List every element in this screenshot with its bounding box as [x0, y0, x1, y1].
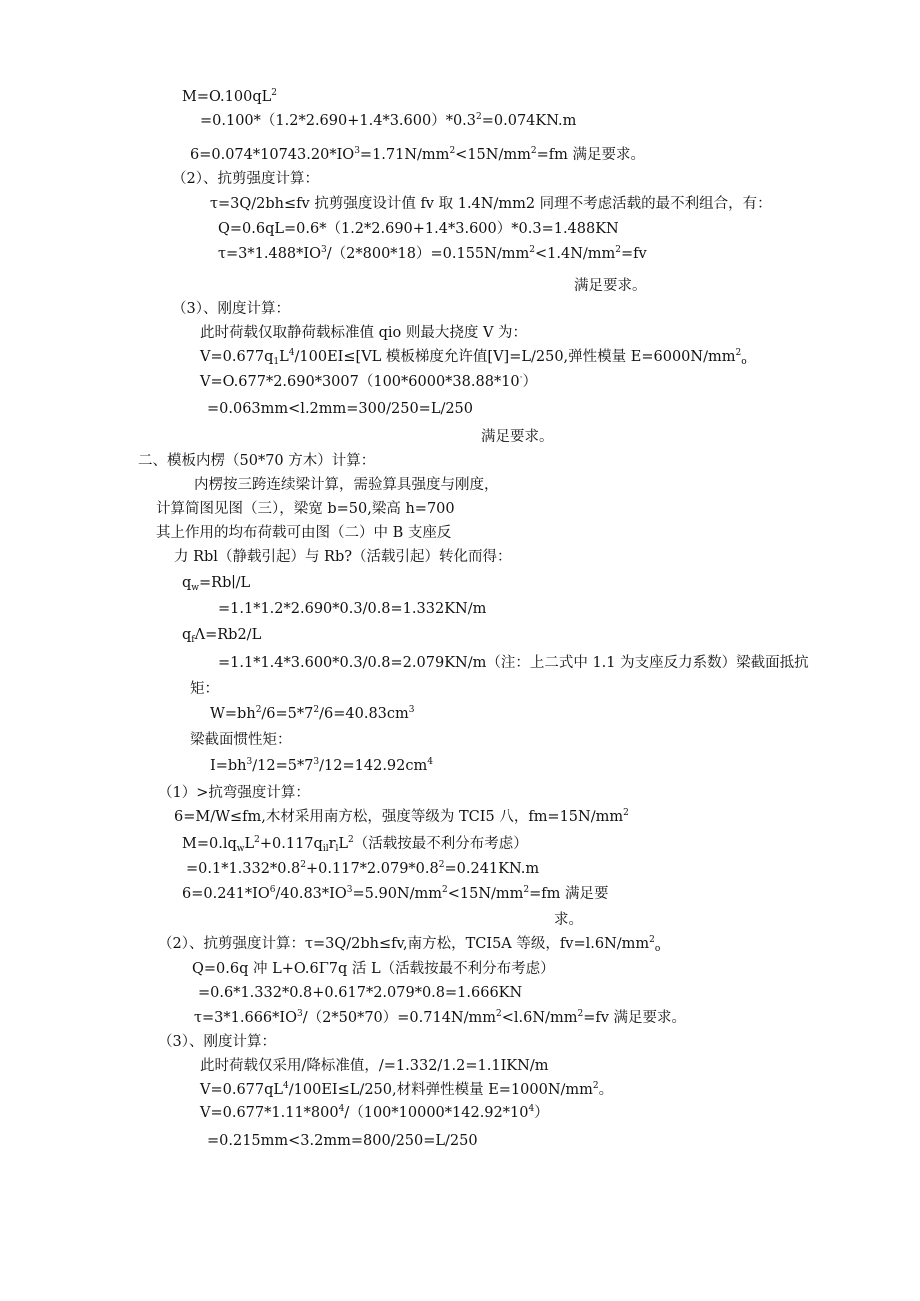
text-line-2: $=0.100*(1.2*2.690+1.4*3.600)*0.3^2=0.074KN.m$	[200, 112, 577, 129]
text-line-23: =1.1*1.4*3.600*0.3∕0.8=2.079KN∕m（注：上二式中 1.1 为支座反力系数）梁截面抵抗	[218, 655, 809, 671]
text-line-15: 二、模板内楞（50*70 方木）计算：	[138, 453, 376, 469]
text-line-19: 力 Rbl（静载引起）与 Rb?（活载引起）转化而得：	[174, 549, 512, 565]
text-line-22: $q_f\Lambda=Rb2∕L$	[182, 627, 262, 645]
text-line-17: 计算简图见图（三），梁宽 b=50,梁高 h=700	[156, 501, 455, 517]
text-line-36: =0.6*1.332*0.8+0.617*2.079*0.8=1.666KN	[198, 985, 523, 1001]
text-line-31: $=0.1*1.332*0.8^2+0.117*2.079*0.8^2=0.241KN.m$	[186, 860, 540, 877]
text-line-42: =0.215mm<3.2mm=800∕250=L∕250	[207, 1133, 478, 1149]
text-line-16: 内楞按三跨连续梁计算，需验算具强度与刚度，	[194, 477, 499, 493]
text-line-41: $V=0.677*1.11*800^4/(100*10000*142.92*10^4)$	[200, 1104, 549, 1121]
text-line-33: 求。	[554, 912, 583, 928]
text-line-9: （3）、刚度计算：	[172, 301, 290, 317]
text-line-5: τ=3Q∕2bh≤fv 抗剪强度设计值 fv 取 1.4N∕mm2 同理不考虑活载的最不利组合，有：	[210, 196, 772, 212]
text-line-10: 此时荷载仅取静荷载标准值 qio 则最大挠度 V 为：	[200, 325, 528, 341]
text-line-29: 6=M∕W≤fm,木材采用南方松，强度等级为 TCI5 八，$fm=15N∕mm^2$	[174, 808, 629, 825]
text-line-34: （2）、抗剪强度计算：τ=3Q∕2bh≤fv,南方松，TCI5A 等级，$fv=l.6N∕mm^2_o$	[158, 935, 661, 954]
text-line-18: 其上作用的均布荷载可由图（二）中 B 支座反	[156, 525, 452, 541]
text-line-40: $V=0.677qL^4∕100EI\le L∕250$,材料弹性模量 $E=1000N∕mm^2$。	[200, 1081, 614, 1098]
text-line-8: 满足要求。	[574, 278, 647, 294]
text-line-39: 此时荷载仅采用/降标准值，/=1.332/1.2=1.1IKN/m	[200, 1058, 549, 1074]
text-line-30: $M=0.lq_wL^2+0.117q_{il}r_lL^2$（活载按最不利分布考虑）	[182, 835, 528, 854]
text-line-32: $6=0.241*IO^6/40.83*IO^3=5.90N∕mm^2<15N∕mm^2=fm$ 满足要	[182, 885, 609, 902]
text-line-25: $W=bh^2∕6=5*7^2∕6=40.83cm^3$	[210, 705, 415, 722]
text-line-37: $\tau=3*1.666*IO^3/(2*50*70)=0.714N∕mm^2<l.6N∕mm^2=fv$ 满足要求。	[194, 1009, 687, 1026]
text-line-24: 矩：	[190, 681, 219, 697]
text-line-6: Q=0.6qL=0.6*（1.2*2.690+1.4*3.600）*0.3=1.488KN	[218, 221, 619, 237]
text-line-13: =0.063mm<l.2mm=300∕250=L∕250	[207, 401, 474, 417]
text-line-27: $I=bh^3∕12=5*7^3∕12=142.92cm^4$	[210, 757, 433, 774]
text-line-7: $\tau=3*1.488*IO^3/(2*800*18)=0.155N∕mm^2<1.4N∕mm^2=fv$	[218, 245, 647, 262]
text-line-20: $q_w=Rb∣∕L$	[182, 575, 251, 593]
text-line-12: V=O.677*2.690*3007（100*6000*38.88*10·）	[200, 373, 538, 390]
text-line-21: =1.1*1.2*2.690*0.3/0.8=1.332KN∕m	[218, 601, 487, 617]
text-line-35: Q=0.6q 冲 L+O.6Γ7q 活 L（活载按最不利分布考虑）	[192, 961, 555, 977]
text-line-1: $M=O.100qL^2$	[182, 88, 277, 105]
text-line-4: （2）、抗剪强度计算：	[172, 171, 319, 187]
text-line-3: $6=0.074*10743.20*IO^3=1.71N∕mm^2<15N∕mm^2=fm$ 满足要求。	[190, 146, 645, 163]
text-line-28: （1）>抗弯强度计算：	[158, 785, 310, 801]
text-line-38: （3）、刚度计算：	[158, 1034, 276, 1050]
text-line-11: $V=0.677q_1L^4∕100EI\le[VL$ 模板梯度允许值[V]=L∕250,弹性模量 $E=6000N∕mm^2_o$	[200, 348, 747, 367]
text-line-14: 满足要求。	[481, 429, 554, 445]
text-line-26: 梁截面惯性矩：	[190, 732, 292, 748]
